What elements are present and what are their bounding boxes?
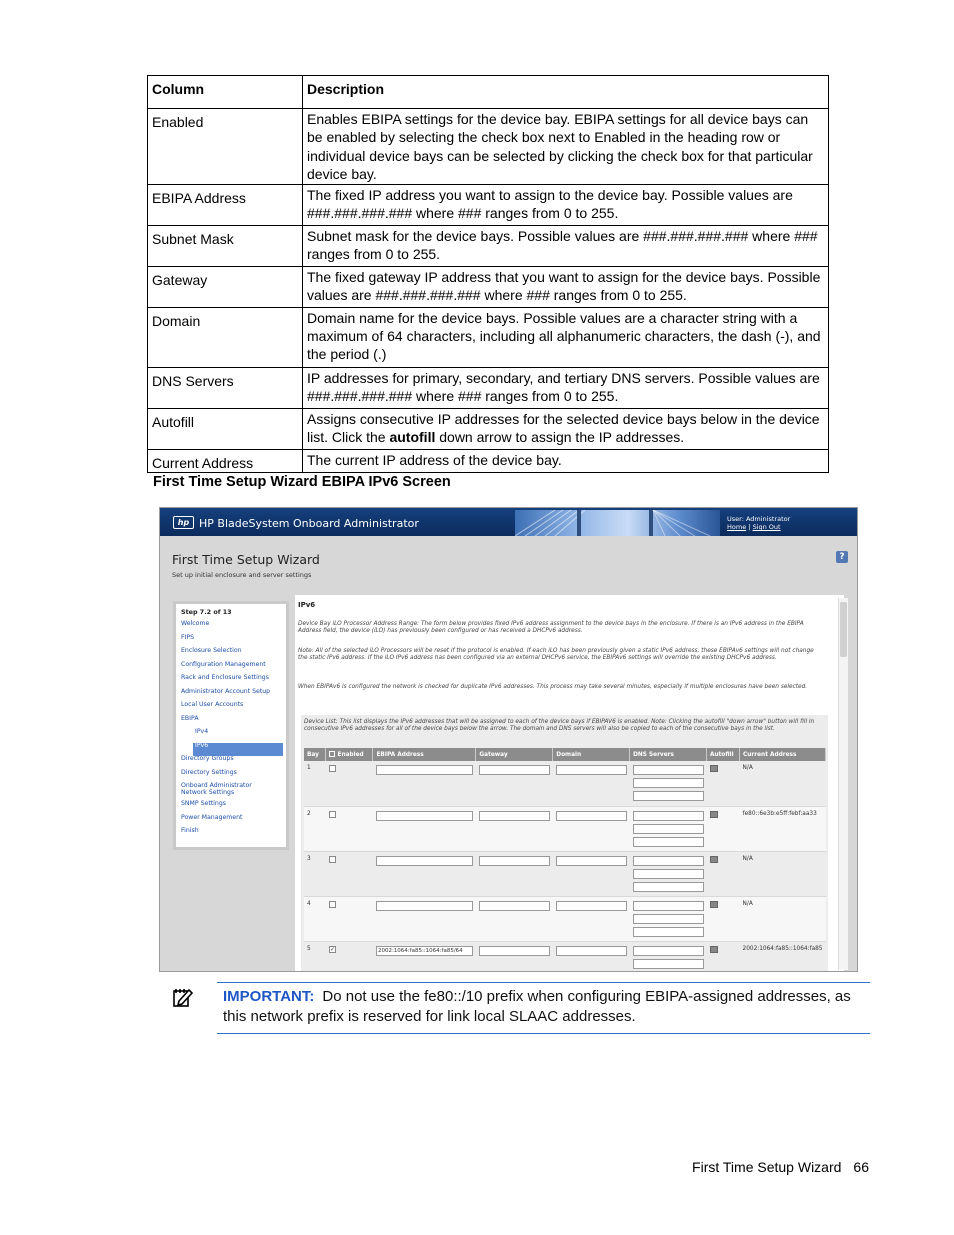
autofill-term: autofill <box>389 429 436 446</box>
intro-paragraph: Device Bay iLO Processor Address Range: The form below provides fixed IPv6 address assignment to the device bays in the enclosure. If there is an IPv6 address in the EBIPA Address field, the device (iLO) has previously been configured or has received a DHCPv6 address. <box>298 621 804 635</box>
ebipa-address-input[interactable] <box>376 811 473 821</box>
app-title: HP BladeSystem Onboard Administrator <box>199 517 419 530</box>
user-info <box>727 515 790 531</box>
bay-enabled-checkbox[interactable] <box>329 856 336 863</box>
dns-secondary-input[interactable] <box>633 914 704 924</box>
home-link[interactable]: Home <box>727 523 747 531</box>
wizard-steps-panel <box>173 601 289 850</box>
link-separator: | <box>748 523 751 531</box>
step-local-user-accounts[interactable]: Local User Accounts <box>181 701 244 708</box>
description-cell: The fixed IP address you want to assign to the device bay. Possible values are ###.###.###.### where ### ranges from 0 to 255. <box>303 184 829 225</box>
dns-primary-input[interactable] <box>633 946 704 956</box>
ebipa-header: EBIPA Address <box>373 748 476 761</box>
step-ipv6[interactable]: IPv6 <box>193 743 283 757</box>
bay-enabled-checkbox[interactable]: ✓ <box>329 945 336 953</box>
important-note-icon <box>172 986 194 1008</box>
dns-secondary-input[interactable] <box>633 778 704 788</box>
step-configuration-management[interactable]: Configuration Management <box>181 660 266 668</box>
step-oa-network-settings[interactable]: Onboard Administrator Network Settings <box>181 782 252 796</box>
column-cell: Domain <box>148 307 303 367</box>
step-enclosure-selection[interactable]: Enclosure Selection <box>181 647 242 654</box>
autofill-arrow-icon[interactable] <box>710 946 718 953</box>
bridge-cables-graphic <box>515 510 720 536</box>
dns-secondary-input[interactable] <box>633 824 704 834</box>
dns-primary-input[interactable] <box>633 765 704 775</box>
section-heading: First Time Setup Wizard EBIPA IPv6 Screen <box>153 474 451 490</box>
dns-primary-input[interactable] <box>633 811 704 821</box>
bay-number: 3 <box>304 851 326 896</box>
ebipa-address-input[interactable] <box>376 901 473 911</box>
table-row <box>148 184 829 225</box>
important-note <box>217 982 870 1034</box>
column-cell: Current Address <box>148 449 303 472</box>
oa-header-bar <box>160 508 857 536</box>
table-header-row <box>148 76 829 109</box>
ipv6-content-panel <box>295 595 844 972</box>
note-paragraph: Note: All of the selected iLO Processors will be reset if the protocol is enabled. If each iLO has been previously given a static IPv6 address, these EBIPAv6 settings will not change the static IPv6 address. If the iLO IPv6 address has been configured via an external DHCPv6 service, the EBIPAv6 settings will override the existing DHCPv6 address. <box>298 648 814 662</box>
ebipa-address-input[interactable] <box>376 856 473 866</box>
dns-secondary-input[interactable] <box>633 869 704 879</box>
dns-tertiary-input[interactable] <box>633 837 704 847</box>
current-address: N/A <box>740 896 826 941</box>
ebipa-address-input[interactable] <box>376 765 473 775</box>
hp-logo-icon: hp <box>173 516 194 529</box>
device-bay-table <box>304 748 826 972</box>
step-power-management[interactable]: Power Management <box>181 813 243 821</box>
ebipa-ipv6-screenshot <box>159 507 858 972</box>
device-list-paragraph: Device List: This list displays the IPv6 addresses that will be assigned to each of the device bays if EBIPAV6 is enabled. Note: Clicking the autofill "down arrow" button will fill in consecutive IPv6 addresses for all of the device bays below the arrow. The domain and DNS servers will also be copied to each of the consecutive bays in the list. <box>304 719 815 733</box>
dns-tertiary-input[interactable] <box>633 882 704 892</box>
column-cell: EBIPA Address <box>148 184 303 225</box>
step-fips[interactable]: FIPS <box>181 633 195 641</box>
current-address: N/A <box>740 851 826 896</box>
dns-tertiary-input[interactable] <box>633 972 704 973</box>
column-cell: Gateway <box>148 266 303 307</box>
bay-enabled-checkbox[interactable] <box>329 901 336 908</box>
column-cell: Enabled <box>148 109 303 185</box>
step-directory-groups[interactable]: Directory Groups <box>181 755 234 762</box>
table-row <box>148 225 829 266</box>
gateway-input[interactable] <box>479 901 550 911</box>
bay-number: 1 <box>304 761 326 806</box>
gateway-input[interactable] <box>479 765 550 775</box>
bay-header: Bay <box>304 748 326 761</box>
step-rack-enclosure-settings[interactable]: Rack and Enclosure Settings <box>181 674 269 681</box>
bay-number: 5 <box>304 941 326 972</box>
column-cell: Autofill <box>148 408 303 449</box>
enabled-header <box>326 748 373 761</box>
description-cell: Domain name for the device bays. Possible values are a character string with a maximum of 64 characters, including all alphanumeric characters, the dash (-), and the period (.) <box>303 307 829 367</box>
dns-header: DNS Servers <box>630 748 707 761</box>
description-cell: The fixed gateway IP address that you want to assign for the device bays. Possible values are ###.###.###.### where ### ranges from 0 to 255. <box>303 266 829 307</box>
header-bridge-image <box>515 510 720 536</box>
dns-secondary-input[interactable] <box>633 959 704 969</box>
gateway-input[interactable] <box>479 811 550 821</box>
table-row <box>304 851 826 896</box>
table-row <box>304 806 826 851</box>
description-cell <box>303 408 829 449</box>
page-footer <box>692 1159 869 1175</box>
ebipa-address-input[interactable]: 2002:1064:fa85::1064:fa85/64 <box>376 946 473 956</box>
step-welcome[interactable]: Welcome <box>181 620 210 627</box>
current-address: 2002:1064:fa85::1064:fa85 <box>740 941 826 972</box>
column-cell: Subnet Mask <box>148 225 303 266</box>
user-label: User: Administrator <box>727 515 791 523</box>
description-cell: IP addresses for primary, secondary, and tertiary DNS servers. Possible values are ###.###.###.### where ### ranges from 0 to 255. <box>303 367 829 408</box>
description-text: down arrow to assign the IP addresses. <box>435 429 685 446</box>
device-list-box <box>301 715 828 972</box>
dns-primary-input[interactable] <box>633 856 704 866</box>
autofill-arrow-icon[interactable] <box>710 901 718 908</box>
table-row <box>304 761 826 806</box>
bay-table-header <box>304 748 826 761</box>
help-icon[interactable]: ? <box>836 551 848 563</box>
column-description-table <box>147 75 829 473</box>
description-header: Description <box>303 76 829 109</box>
autofill-arrow-icon[interactable] <box>710 811 718 818</box>
step-counter: Step 7.2 of 13 <box>181 608 232 616</box>
step-snmp-settings[interactable]: SNMP Settings <box>181 800 226 807</box>
column-cell: DNS Servers <box>148 367 303 408</box>
current-address-header: Current Address <box>740 748 826 761</box>
important-text: Do not use the fe80::/10 prefix when configuring EBIPA-assigned addresses, as this network prefix is reserved for link local SLAAC addresses. <box>223 988 851 1025</box>
footer-title: First Time Setup Wizard <box>692 1159 842 1175</box>
step-administrator-account-setup[interactable]: Administrator Account Setup <box>181 687 271 695</box>
autofill-arrow-icon[interactable] <box>710 856 718 863</box>
domain-input[interactable] <box>556 901 627 911</box>
current-address: N/A <box>740 761 826 806</box>
important-label: IMPORTANT: <box>223 988 315 1005</box>
table-row <box>148 449 829 472</box>
domain-input[interactable] <box>556 946 627 956</box>
enabled-header-label: Enabled <box>337 752 364 758</box>
bay-enabled-checkbox[interactable] <box>329 811 336 818</box>
table-row <box>148 266 829 307</box>
wizard-title: First Time Setup Wizard <box>172 552 320 567</box>
table-row <box>148 408 829 449</box>
description-cell: Enables EBIPA settings for the device bay. EBIPA settings for all device bays can be enabled by selecting the check box next to Enabled in the heading row or individual device bays can be selected by clicking the check box for that particular device bay. <box>303 109 829 185</box>
duplicate-check-paragraph: When EBIPAv6 is configured the network is checked for duplicate IPv6 addresses. This process may take several minutes, especially if multiple enclosures have been selected. <box>298 684 808 690</box>
dns-tertiary-input[interactable] <box>633 927 704 937</box>
dns-primary-input[interactable] <box>633 901 704 911</box>
gateway-input[interactable] <box>479 946 550 956</box>
ipv6-title: IPv6 <box>298 601 316 609</box>
step-ebipa[interactable]: EBIPA <box>181 714 199 722</box>
content-scrollbar[interactable] <box>838 598 848 970</box>
bay-enabled-checkbox[interactable] <box>329 765 336 772</box>
gateway-header: Gateway <box>476 748 553 761</box>
step-ipv4[interactable]: IPv4 <box>195 728 209 735</box>
table-row <box>148 109 829 185</box>
domain-header: Domain <box>553 748 630 761</box>
table-row <box>304 941 826 972</box>
gateway-input[interactable] <box>479 856 550 866</box>
description-cell: The current IP address of the device bay. <box>303 449 829 472</box>
step-finish[interactable]: Finish <box>181 827 199 834</box>
description-cell: Subnet mask for the device bays. Possible values are ###.###.###.### where ### ranges from 0 to 255. <box>303 225 829 266</box>
domain-input[interactable] <box>556 765 627 775</box>
table-row <box>148 307 829 367</box>
domain-input[interactable] <box>556 856 627 866</box>
column-header: Column <box>148 76 303 109</box>
autofill-arrow-icon[interactable] <box>710 765 718 772</box>
dns-tertiary-input[interactable] <box>633 791 704 801</box>
domain-input[interactable] <box>556 811 627 821</box>
enable-all-checkbox[interactable] <box>329 751 335 757</box>
wizard-subtitle: Set up initial enclosure and server settings <box>172 571 312 579</box>
bay-number: 2 <box>304 806 326 851</box>
step-directory-settings[interactable]: Directory Settings <box>181 768 237 776</box>
description-text: Assigns consecutive IP addresses for the selected device bays below in the device list. Click the <box>307 410 820 446</box>
page-number: 66 <box>853 1159 869 1175</box>
table-row <box>304 896 826 941</box>
scrollbar-thumb[interactable] <box>840 602 847 657</box>
table-row <box>148 367 829 408</box>
sign-out-link[interactable]: Sign Out <box>752 523 781 531</box>
user-links <box>727 523 790 531</box>
autofill-header: Autofill <box>707 748 740 761</box>
current-address: fe80::6e3b:e5ff:febf:aa33 <box>740 806 826 851</box>
bay-number: 4 <box>304 896 326 941</box>
